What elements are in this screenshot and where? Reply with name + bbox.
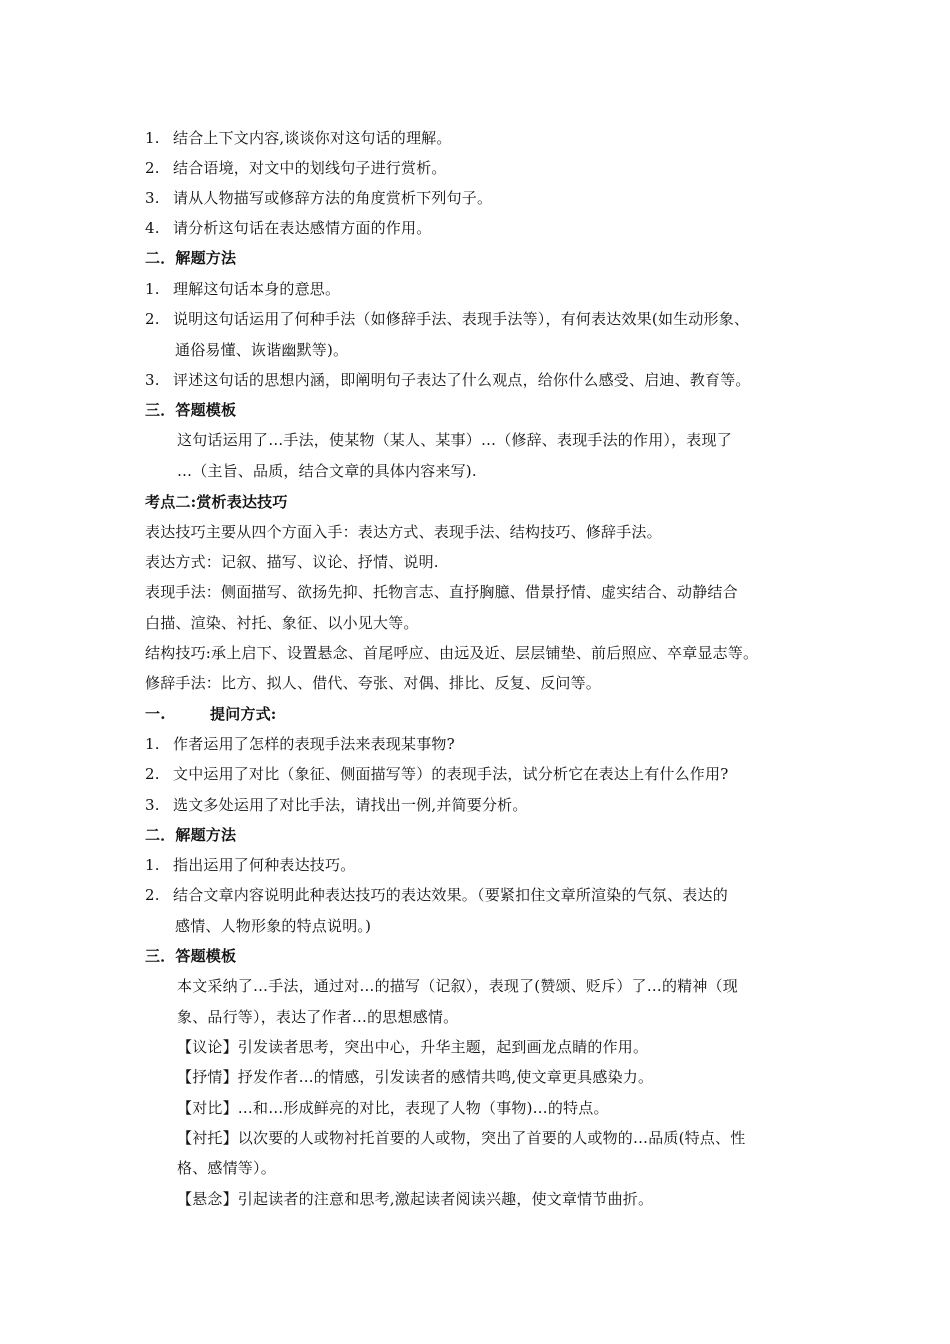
line-text: 作者运用了怎样的表现手法来表现某事物? <box>173 735 455 753</box>
line-text: 【抒情】抒发作者…的情感，引发读者的感情共鸣,使文章更具感染力。 <box>177 1068 654 1086</box>
line-text: 结构技巧:承上启下、设置悬念、首尾呼应、由远及近、层层铺垫、前后照应、卒章显志等。 <box>145 644 759 662</box>
line-text: …（主旨、品质，结合文章的具体内容来写). <box>177 462 477 480</box>
text-line <box>145 188 492 208</box>
text-line <box>177 1067 653 1087</box>
list-number: 2. <box>145 159 160 177</box>
line-text: 表达方式：记叙、描写、议论、抒情、说明. <box>145 553 439 571</box>
line-text: 请从人物描写或修辞方法的角度赏析下列句子。 <box>173 189 493 207</box>
line-text: 【悬念】引起读者的注意和思考,激起读者阅读兴趣，使文章情节曲折。 <box>177 1190 654 1208</box>
line-text: 二．解题方法 <box>145 249 237 267</box>
line-text: 【对比】…和…形成鲜亮的对比，表现了人物（事物)…的特点。 <box>177 1099 609 1117</box>
line-text: 表现手法：侧面描写、欲扬先抑、托物言志、直抒胸臆、借景抒情、虚实结合、动静结合 <box>145 583 738 601</box>
text-line <box>145 795 528 815</box>
list-number: 2. <box>145 886 160 904</box>
section-heading <box>145 946 236 966</box>
list-number: 3. <box>145 371 160 389</box>
text-line <box>145 673 601 693</box>
list-number: 4. <box>145 219 160 237</box>
text-line <box>145 158 447 178</box>
list-number: 1. <box>145 129 160 147</box>
line-text: 本文采纳了…手法，通过对…的描写（记叙），表现了(赞颂、贬斥）了…的精神（现 <box>177 977 738 995</box>
line-text: 象、品行等），表达了作者…的思想感情。 <box>177 1008 459 1026</box>
section-heading <box>145 492 288 512</box>
text-line <box>177 430 732 450</box>
list-number: 2. <box>145 765 160 783</box>
text-line <box>177 976 738 996</box>
text-line <box>145 128 452 148</box>
text-line <box>177 461 477 481</box>
list-number: 2. <box>145 310 160 328</box>
text-line <box>145 734 455 754</box>
text-line <box>145 309 749 329</box>
line-text: 考点二:赏析表达技巧 <box>145 493 288 511</box>
line-text: 通俗易懂、诙谐幽默等)。 <box>175 341 349 359</box>
list-number: 1. <box>145 735 160 753</box>
text-line <box>145 764 728 784</box>
text-line <box>177 1158 276 1178</box>
text-line <box>145 885 728 905</box>
text-line <box>145 218 431 238</box>
text-line <box>177 1037 648 1057</box>
list-number: 1. <box>145 280 160 298</box>
text-line <box>177 1007 458 1027</box>
line-text: 三．答题模板 <box>145 947 237 965</box>
line-text: 【议论】引发读者思考，突出中心，升华主题，起到画龙点睛的作用。 <box>177 1038 649 1056</box>
text-line <box>177 1098 609 1118</box>
line-text: 评述这句话的思想内涵，即阐明句子表达了什么观点，给你什么感受、启迪、教育等。 <box>173 371 751 389</box>
line-text: 格、感情等）。 <box>177 1159 276 1177</box>
line-text: 选文多处运用了对比手法，请找出一例,并简要分析。 <box>173 796 528 814</box>
section-heading <box>145 825 236 845</box>
line-text: 修辞手法：比方、拟人、借代、夸张、对偶、排比、反复、反问等。 <box>145 674 602 692</box>
text-line <box>145 855 355 875</box>
line-text: 表达技巧主要从四个方面入手：表达方式、表现手法、结构技巧、修辞手法。 <box>145 523 662 541</box>
line-text: 指出运用了何种表达技巧。 <box>173 856 356 874</box>
text-line <box>145 370 751 390</box>
text-line <box>145 522 662 542</box>
list-number: 3. <box>145 796 160 814</box>
line-text: 白描、渲染、衬托、象征、以小见大等。 <box>145 614 419 632</box>
text-line <box>177 1189 653 1209</box>
text-line <box>175 916 371 936</box>
line-text: 感情、人物形象的特点说明。) <box>175 917 372 935</box>
line-text: 理解这句话本身的意思。 <box>173 280 341 298</box>
line-text: 请分析这句话在表达感情方面的作用。 <box>173 219 432 237</box>
section-heading <box>145 704 277 724</box>
line-text: 结合文章内容说明此种表达技巧的表达效果。（要紧扣住文章所渲染的气氛、表达的 <box>173 886 728 904</box>
text-line <box>145 613 419 633</box>
line-text: 三．答题模板 <box>145 401 237 419</box>
line-text: 这句话运用了…手法，使某物（某人、某事）…（修辞、表现手法的作用），表现了 <box>177 431 732 449</box>
section-heading <box>145 400 236 420</box>
list-number: 一. <box>145 705 166 723</box>
line-text: 说明这句话运用了何种手法（如修辞手法、表现手法等），有何表达效果(如生动形象、 <box>173 310 750 328</box>
text-line <box>145 279 340 299</box>
text-line <box>145 582 738 602</box>
line-text: 二．解题方法 <box>145 826 237 844</box>
text-line <box>177 1128 745 1148</box>
line-text: 提问方式: <box>210 705 277 723</box>
text-line <box>175 340 348 360</box>
list-number: 1. <box>145 856 160 874</box>
line-text: 文中运用了对比（象征、侧面描写等）的表现手法，试分析它在表达上有什么作用? <box>173 765 729 783</box>
line-text: 【衬托】以次要的人或物衬托首要的人或物，突出了首要的人或物的…品质(特点、性 <box>177 1129 746 1147</box>
text-line <box>145 643 758 663</box>
section-heading <box>145 248 236 268</box>
text-line <box>145 552 439 572</box>
line-text: 结合上下文内容,谈谈你对这句话的理解。 <box>173 129 452 147</box>
line-text: 结合语境，对文中的划线句子进行赏析。 <box>173 159 447 177</box>
list-number: 3. <box>145 189 160 207</box>
